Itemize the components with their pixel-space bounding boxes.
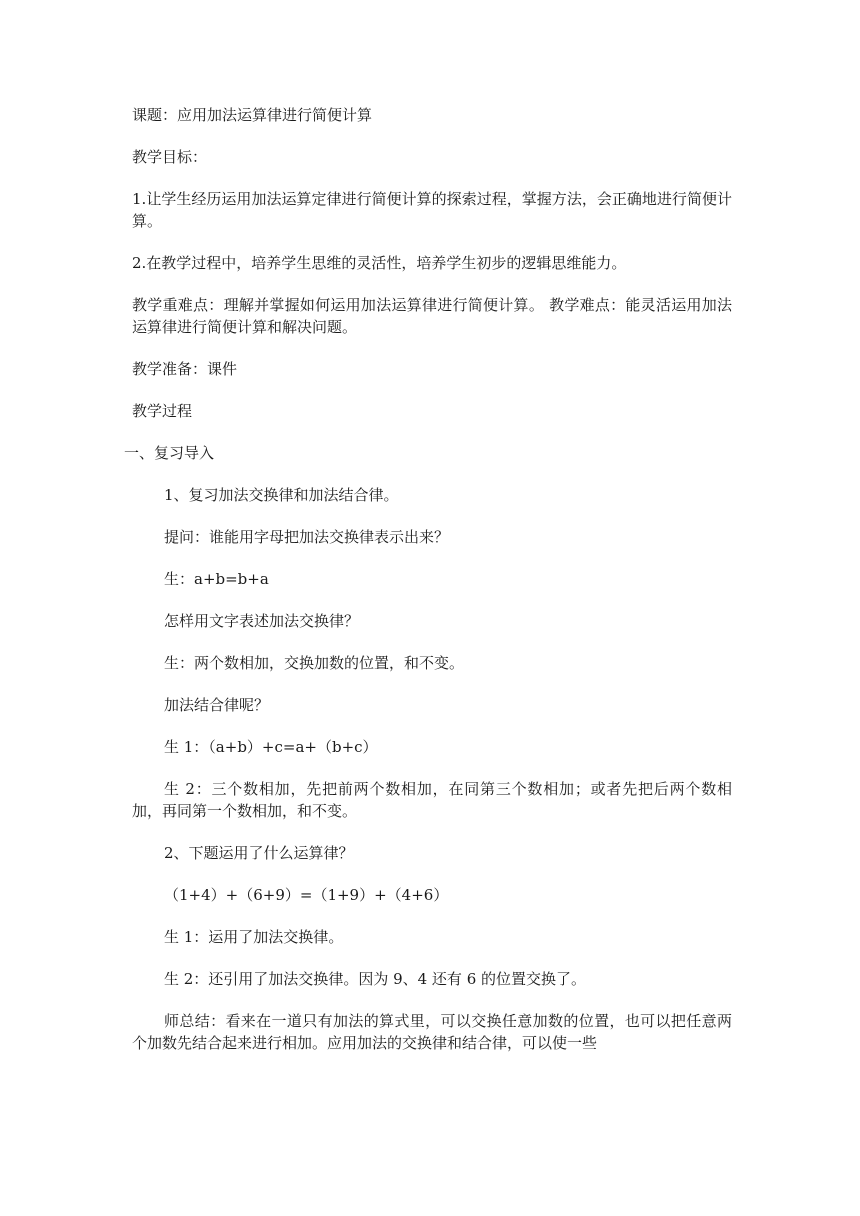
answer-3a: 生 1：（a+b）+c=a+（b+c） <box>164 738 378 756</box>
objectives-heading: 教学目标： <box>132 148 208 166</box>
answer-2: 生：两个数相加，交换加数的位置，和不变。 <box>164 654 465 672</box>
question-2: 怎样用文字表述加法交换律？ <box>164 612 360 630</box>
document-body <box>124 104 732 1074</box>
process-heading: 教学过程 <box>132 402 193 420</box>
review-item-2: 2、下题运用了什么运算律？ <box>164 844 354 862</box>
answer-4b: 生 2：还引用了加法交换律。因为 9、4 还有 6 的位置交换了。 <box>164 970 587 988</box>
objective-1: 1.让学生经历运用加法运算定律进行简便计算的探索过程，掌握方法，会正确地进行简便计算。 <box>132 190 732 230</box>
answer-1: 生：a+b=b+a <box>164 570 269 588</box>
review-item-1: 1、复习加法交换律和加法结合律。 <box>164 486 399 504</box>
answer-4a: 生 1：运用了加法交换律。 <box>164 928 344 946</box>
equation: （1+4）+（6+9）=（1+9）+（4+6） <box>164 886 449 904</box>
objective-2: 2.在教学过程中，培养学生思维的灵活性，培养学生初步的逻辑思维能力。 <box>132 254 627 272</box>
lesson-title: 课题：应用加法运算律进行简便计算 <box>132 106 373 124</box>
teacher-summary: 师总结：看来在一道只有加法的算式里，可以交换任意加数的位置，也可以把任意两个加数先结合起来进行相加。应用加法的交换律和结合律，可以使一些 <box>132 1012 732 1052</box>
key-points: 教学重难点：理解并掌握如何运用加法运算律进行简便计算。 教学难点：能灵活运用加法运算律进行简便计算和解决问题。 <box>132 296 732 336</box>
preparation: 教学准备：课件 <box>132 360 238 378</box>
question-3: 加法结合律呢？ <box>164 696 270 714</box>
answer-3b: 生 2：三个数相加，先把前两个数相加，在同第三个数相加；或者先把后两个数相加，再同第一个数相加，和不变。 <box>132 780 732 820</box>
section-heading-1: 一、复习导入 <box>124 444 215 462</box>
question-1: 提问：谁能用字母把加法交换律表示出来？ <box>164 528 450 546</box>
